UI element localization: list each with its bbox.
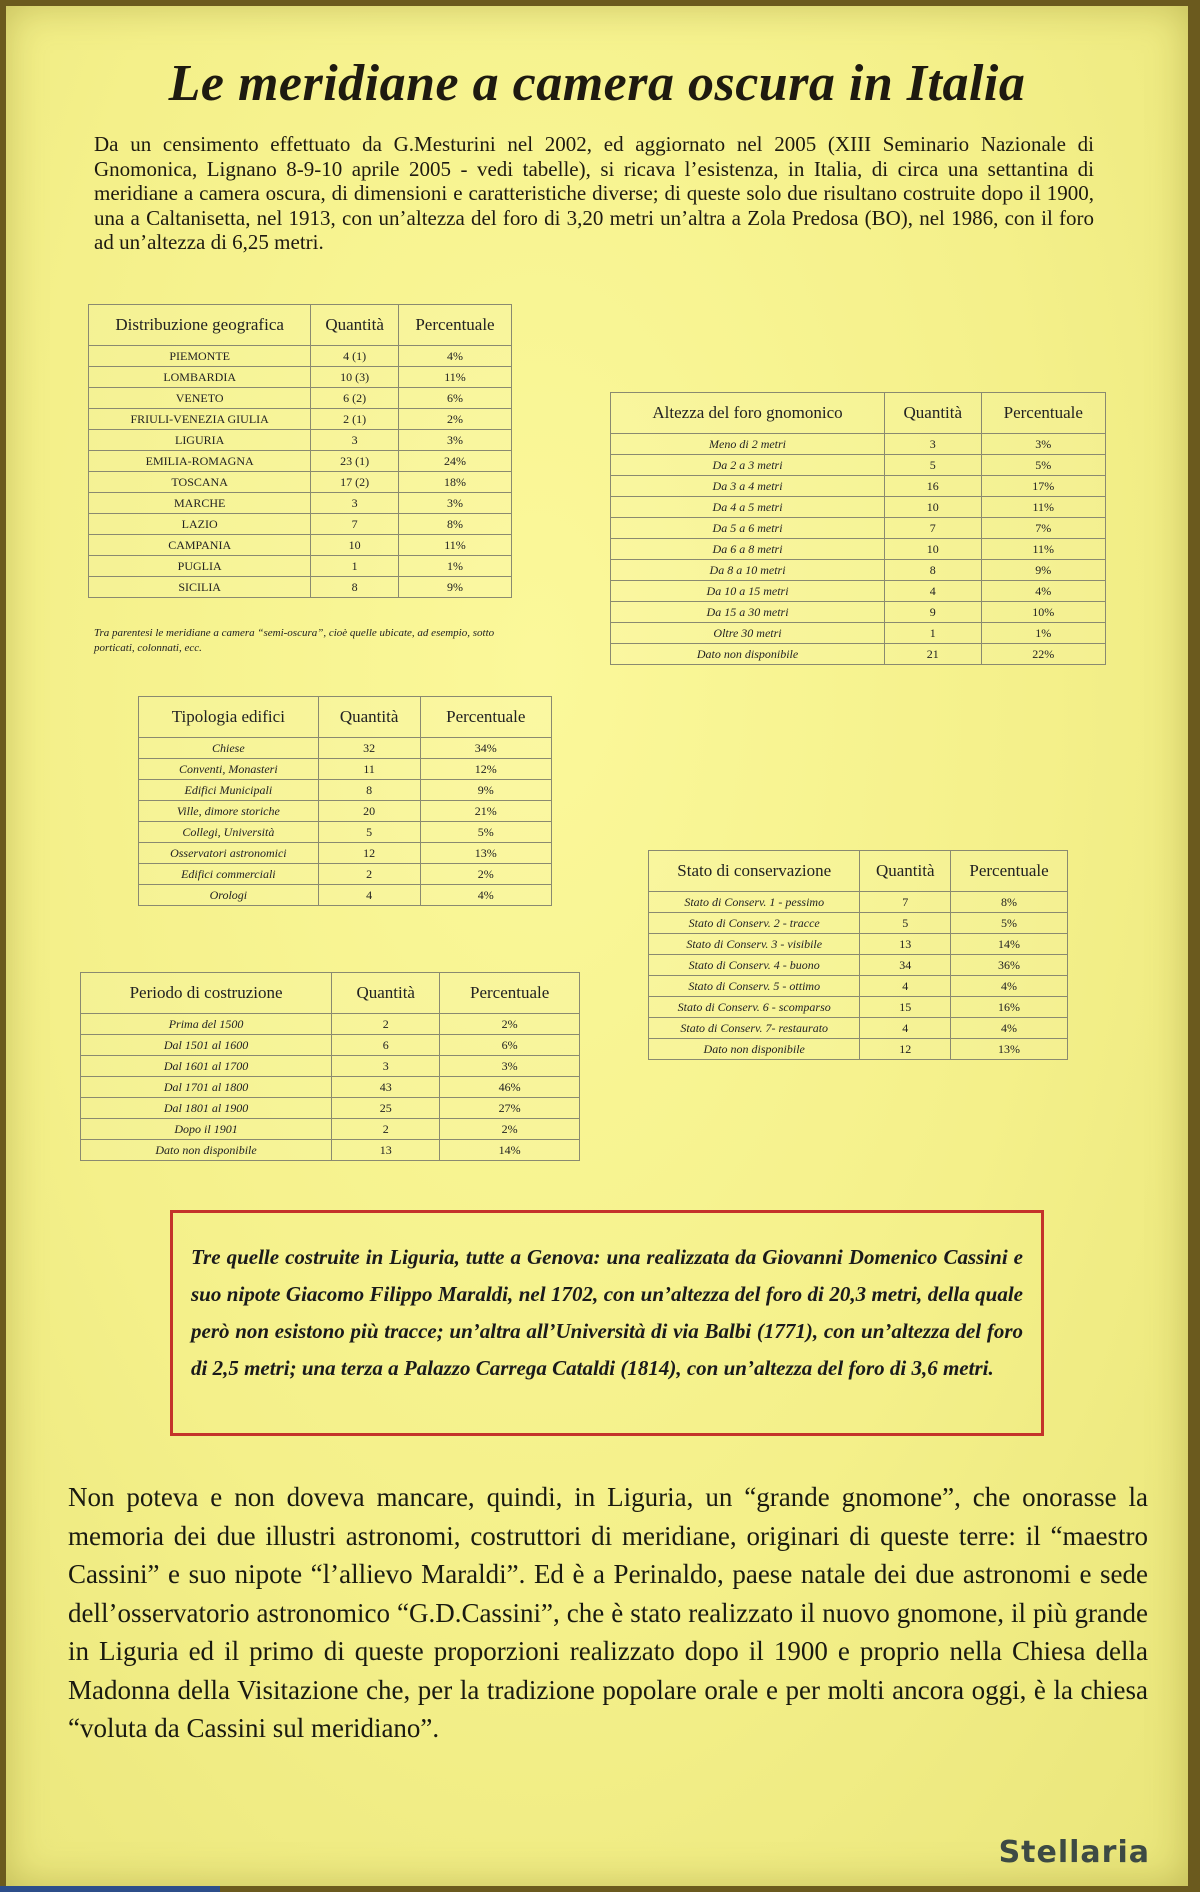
quantity-cell: 12: [318, 843, 420, 864]
percent-cell: 3%: [398, 493, 511, 514]
percent-cell: 4%: [398, 346, 511, 367]
percent-cell: 5%: [420, 822, 551, 843]
percent-cell: 14%: [440, 1140, 580, 1161]
table-row: [81, 1140, 580, 1161]
column-header: Quantità: [332, 973, 440, 1014]
quantity-cell: 3: [885, 434, 981, 455]
percent-cell: 9%: [398, 577, 511, 598]
quantity-cell: 10: [885, 539, 981, 560]
column-header: Percentuale: [440, 973, 580, 1014]
table-row: [649, 1039, 1068, 1060]
row-label-cell: Da 4 a 5 metri: [611, 497, 885, 518]
quantity-cell: 16: [885, 476, 981, 497]
row-label-cell: Orologi: [139, 885, 319, 906]
quantity-cell: 20: [318, 801, 420, 822]
quantity-cell: 5: [318, 822, 420, 843]
table-row: [139, 864, 552, 885]
row-label-cell: Stato di Conserv. 7- restaurato: [649, 1018, 860, 1039]
liguria-highlight-box: Tre quelle costruite in Liguria, tutte a Genova: una realizzata da Giovanni Domenico Cassini e suo nipote Giacomo Filippo Maraldi, nel 1702, con un’altezza del foro di 20,3 metri, della quale però non esistono più tracce; un’altra all’Università di via Balbi (1771), con un’altezza del foro di 2,5 metri; una terza a Palazzo Carrega Cataldi (1814), con un’altezza del foro di 3,6 metri.: [170, 1210, 1044, 1436]
quantity-cell: 2: [332, 1119, 440, 1140]
table-row: [649, 934, 1068, 955]
row-label-cell: LOMBARDIA: [89, 367, 311, 388]
percent-cell: 12%: [420, 759, 551, 780]
table-row: [139, 759, 552, 780]
row-label-cell: Da 8 a 10 metri: [611, 560, 885, 581]
percent-cell: 2%: [420, 864, 551, 885]
quantity-cell: 4: [860, 1018, 951, 1039]
table-row: [139, 738, 552, 759]
table-row: [649, 976, 1068, 997]
table-row: [649, 1018, 1068, 1039]
percent-cell: 4%: [981, 581, 1105, 602]
poster-title: Le meridiane a camera oscura in Italia: [168, 55, 1026, 112]
row-label-cell: Da 3 a 4 metri: [611, 476, 885, 497]
quantity-cell: 2: [332, 1014, 440, 1035]
table-row: [89, 346, 512, 367]
row-label-cell: Stato di Conserv. 3 - visibile: [649, 934, 860, 955]
table-header-row: [139, 697, 552, 738]
table-row: [649, 955, 1068, 976]
table-header-row: [611, 393, 1106, 434]
bottom-edge-strip: [0, 1886, 220, 1892]
percent-cell: 3%: [981, 434, 1105, 455]
percent-cell: 1%: [398, 556, 511, 577]
row-label-cell: Collegi, Università: [139, 822, 319, 843]
column-header: Altezza del foro gnomonico: [611, 393, 885, 434]
table-row: [81, 1077, 580, 1098]
percent-cell: 9%: [420, 780, 551, 801]
quantity-cell: 4: [318, 885, 420, 906]
quantity-cell: 2 (1): [311, 409, 399, 430]
quantity-cell: 8: [318, 780, 420, 801]
percent-cell: 11%: [398, 535, 511, 556]
table-row: [611, 455, 1106, 476]
row-label-cell: Da 15 a 30 metri: [611, 602, 885, 623]
percent-cell: 17%: [981, 476, 1105, 497]
percent-cell: 11%: [398, 367, 511, 388]
row-label-cell: Conventi, Monasteri: [139, 759, 319, 780]
row-label-cell: Oltre 30 metri: [611, 623, 885, 644]
quantity-cell: 21: [885, 644, 981, 665]
percent-cell: 11%: [981, 539, 1105, 560]
row-label-cell: Dato non disponibile: [81, 1140, 332, 1161]
row-label-cell: Dal 1601 al 1700: [81, 1056, 332, 1077]
percent-cell: 24%: [398, 451, 511, 472]
poster-panel: [6, 6, 1188, 1886]
table-row: [81, 1098, 580, 1119]
row-label-cell: FRIULI-VENEZIA GIULIA: [89, 409, 311, 430]
table-row: [81, 1056, 580, 1077]
table-row: [89, 556, 512, 577]
column-header: Periodo di costruzione: [81, 973, 332, 1014]
percent-cell: 4%: [951, 1018, 1068, 1039]
column-header: Distribuzione geografica: [89, 305, 311, 346]
table-row: [89, 430, 512, 451]
row-label-cell: Meno di 2 metri: [611, 434, 885, 455]
row-label-cell: VENETO: [89, 388, 311, 409]
row-label-cell: CAMPANIA: [89, 535, 311, 556]
row-label-cell: Stato di Conserv. 1 - pessimo: [649, 892, 860, 913]
quantity-cell: 32: [318, 738, 420, 759]
row-label-cell: SICILIA: [89, 577, 311, 598]
percent-cell: 3%: [440, 1056, 580, 1077]
quantity-cell: 4 (1): [311, 346, 399, 367]
table-row: [139, 780, 552, 801]
quantity-cell: 5: [885, 455, 981, 476]
stellaria-logo: Stellaria: [998, 1835, 1150, 1870]
row-label-cell: Edifici commerciali: [139, 864, 319, 885]
percent-cell: 36%: [951, 955, 1068, 976]
quantity-cell: 7: [311, 514, 399, 535]
table-row: [89, 535, 512, 556]
quantity-cell: 10 (3): [311, 367, 399, 388]
percent-cell: 11%: [981, 497, 1105, 518]
quantity-cell: 4: [885, 581, 981, 602]
row-label-cell: Da 5 a 6 metri: [611, 518, 885, 539]
table-row: [89, 577, 512, 598]
table-row: [89, 451, 512, 472]
quantity-cell: 1: [311, 556, 399, 577]
quantity-cell: 7: [860, 892, 951, 913]
table-row: [649, 892, 1068, 913]
quantity-cell: 10: [311, 535, 399, 556]
percent-cell: 4%: [951, 976, 1068, 997]
percent-cell: 6%: [440, 1035, 580, 1056]
percent-cell: 14%: [951, 934, 1068, 955]
table-header-row: [81, 973, 580, 1014]
column-header: Quantità: [311, 305, 399, 346]
geo-table-note: Tra parentesi le meridiane a camera “semi-oscura”, cioè quelle ubicate, ad esempio, sotto porticati, colonnati, ecc.: [94, 627, 495, 654]
row-label-cell: LIGURIA: [89, 430, 311, 451]
table-header-row: [649, 851, 1068, 892]
table-row: [611, 560, 1106, 581]
table-altezza-foro: [610, 392, 1106, 665]
column-header: Tipologia edifici: [139, 697, 319, 738]
table-row: [89, 472, 512, 493]
table-row: [81, 1035, 580, 1056]
column-header: Percentuale: [981, 393, 1105, 434]
row-label-cell: Stato di Conserv. 2 - tracce: [649, 913, 860, 934]
row-label-cell: Dopo il 1901: [81, 1119, 332, 1140]
column-header: Quantità: [885, 393, 981, 434]
table-row: [611, 518, 1106, 539]
column-header: Percentuale: [398, 305, 511, 346]
row-label-cell: Ville, dimore storiche: [139, 801, 319, 822]
row-label-cell: EMILIA-ROMAGNA: [89, 451, 311, 472]
table-periodo-costruzione: [80, 972, 580, 1161]
quantity-cell: 13: [332, 1140, 440, 1161]
row-label-cell: Dato non disponibile: [611, 644, 885, 665]
row-label-cell: Da 6 a 8 metri: [611, 539, 885, 560]
row-label-cell: Dal 1501 al 1600: [81, 1035, 332, 1056]
quantity-cell: 3: [311, 493, 399, 514]
percent-cell: 46%: [440, 1077, 580, 1098]
table-row: [611, 434, 1106, 455]
table-row: [611, 602, 1106, 623]
row-label-cell: Dal 1701 al 1800: [81, 1077, 332, 1098]
row-label-cell: Dato non disponibile: [649, 1039, 860, 1060]
row-label-cell: Stato di Conserv. 6 - scomparso: [649, 997, 860, 1018]
percent-cell: 13%: [951, 1039, 1068, 1060]
percent-cell: 7%: [981, 518, 1105, 539]
table-tipologia-edifici: [138, 696, 552, 906]
quantity-cell: 12: [860, 1039, 951, 1060]
percent-cell: 8%: [951, 892, 1068, 913]
table-row: [139, 843, 552, 864]
quantity-cell: 5: [860, 913, 951, 934]
table-row: [611, 581, 1106, 602]
table-row: [81, 1119, 580, 1140]
table-row: [611, 623, 1106, 644]
table-distribuzione-geografica: [88, 304, 512, 598]
row-label-cell: LAZIO: [89, 514, 311, 535]
percent-cell: 34%: [420, 738, 551, 759]
table-row: [89, 514, 512, 535]
table-row: [139, 822, 552, 843]
table-row: [649, 997, 1068, 1018]
quantity-cell: 13: [860, 934, 951, 955]
table-row: [611, 644, 1106, 665]
row-label-cell: TOSCANA: [89, 472, 311, 493]
table-row: [89, 493, 512, 514]
quantity-cell: 8: [311, 577, 399, 598]
table-row: [611, 497, 1106, 518]
quantity-cell: 15: [860, 997, 951, 1018]
quantity-cell: 17 (2): [311, 472, 399, 493]
row-label-cell: PUGLIA: [89, 556, 311, 577]
quantity-cell: 9: [885, 602, 981, 623]
quantity-cell: 2: [318, 864, 420, 885]
table-row: [139, 885, 552, 906]
column-header: Quantità: [860, 851, 951, 892]
percent-cell: 9%: [981, 560, 1105, 581]
closing-paragraph: Non poteva e non doveva mancare, quindi, in Liguria, un “grande gnomone”, che onorasse la memoria dei due illustri astronomi, costruttori di meridiane, originari di queste terre: il “maestro Cassini” e suo nipote “l’allievo Maraldi”. Ed è a Perinaldo, paese natale dei due astronomi e sede dell’osservatorio astronomico “G.D.Cassini”, che è stato realizzato il nuovo gnomone, il più grande in Liguria ed il primo di queste proporzioni realizzato dopo il 1900 e proprio nella Chiesa della Madonna della Visitazione che, per la tradizione popolare orale e per molti ancora oggi, è la chiesa “voluta da Cassini sul meridiano”.: [68, 1482, 1148, 1743]
quantity-cell: 6: [332, 1035, 440, 1056]
table-row: [89, 409, 512, 430]
row-label-cell: MARCHE: [89, 493, 311, 514]
percent-cell: 1%: [981, 623, 1105, 644]
quantity-cell: 10: [885, 497, 981, 518]
percent-cell: 13%: [420, 843, 551, 864]
row-label-cell: PIEMONTE: [89, 346, 311, 367]
percent-cell: 2%: [440, 1014, 580, 1035]
percent-cell: 3%: [398, 430, 511, 451]
column-header: Stato di conservazione: [649, 851, 860, 892]
quantity-cell: 43: [332, 1077, 440, 1098]
table-stato-conservazione: [648, 850, 1068, 1060]
column-header: Quantità: [318, 697, 420, 738]
row-label-cell: Osservatori astronomici: [139, 843, 319, 864]
intro-paragraph: Da un censimento effettuato da G.Mesturini nel 2002, ed aggiornato nel 2005 (XIII Seminario Nazionale di Gnomonica, Lignano 8-9-10 aprile 2005 - vedi tabelle), si ricava l’esistenza, in Italia, di circa una settantina di meridiane a camera oscura, di dimensioni e caratteristiche diverse; di queste solo due risultano costruite dopo il 1900, una a Caltanisetta, nel 1913, con un’altezza del foro di 3,20 metri un’altra a Zola Predosa (BO), nel 1986, con il foro ad un’altezza di 6,25 metri.: [94, 132, 1094, 254]
quantity-cell: 7: [885, 518, 981, 539]
quantity-cell: 6 (2): [311, 388, 399, 409]
percent-cell: 21%: [420, 801, 551, 822]
percent-cell: 22%: [981, 644, 1105, 665]
row-label-cell: Edifici Municipali: [139, 780, 319, 801]
quantity-cell: 3: [311, 430, 399, 451]
column-header: Percentuale: [951, 851, 1068, 892]
quantity-cell: 11: [318, 759, 420, 780]
quantity-cell: 23 (1): [311, 451, 399, 472]
quantity-cell: 4: [860, 976, 951, 997]
row-label-cell: Da 10 a 15 metri: [611, 581, 885, 602]
percent-cell: 8%: [398, 514, 511, 535]
row-label-cell: Prima del 1500: [81, 1014, 332, 1035]
row-label-cell: Dal 1801 al 1900: [81, 1098, 332, 1119]
percent-cell: 16%: [951, 997, 1068, 1018]
percent-cell: 10%: [981, 602, 1105, 623]
quantity-cell: 34: [860, 955, 951, 976]
percent-cell: 4%: [420, 885, 551, 906]
table-row: [611, 539, 1106, 560]
column-header: Percentuale: [420, 697, 551, 738]
percent-cell: 2%: [398, 409, 511, 430]
row-label-cell: Stato di Conserv. 5 - ottimo: [649, 976, 860, 997]
table-row: [139, 801, 552, 822]
percent-cell: 5%: [951, 913, 1068, 934]
quantity-cell: 1: [885, 623, 981, 644]
table-row: [89, 388, 512, 409]
percent-cell: 27%: [440, 1098, 580, 1119]
quantity-cell: 25: [332, 1098, 440, 1119]
table-row: [649, 913, 1068, 934]
percent-cell: 5%: [981, 455, 1105, 476]
quantity-cell: 8: [885, 560, 981, 581]
percent-cell: 6%: [398, 388, 511, 409]
table-header-row: [89, 305, 512, 346]
table-row: [81, 1014, 580, 1035]
row-label-cell: Stato di Conserv. 4 - buono: [649, 955, 860, 976]
percent-cell: 2%: [440, 1119, 580, 1140]
row-label-cell: Chiese: [139, 738, 319, 759]
table-row: [89, 367, 512, 388]
table-row: [611, 476, 1106, 497]
quantity-cell: 3: [332, 1056, 440, 1077]
percent-cell: 18%: [398, 472, 511, 493]
row-label-cell: Da 2 a 3 metri: [611, 455, 885, 476]
